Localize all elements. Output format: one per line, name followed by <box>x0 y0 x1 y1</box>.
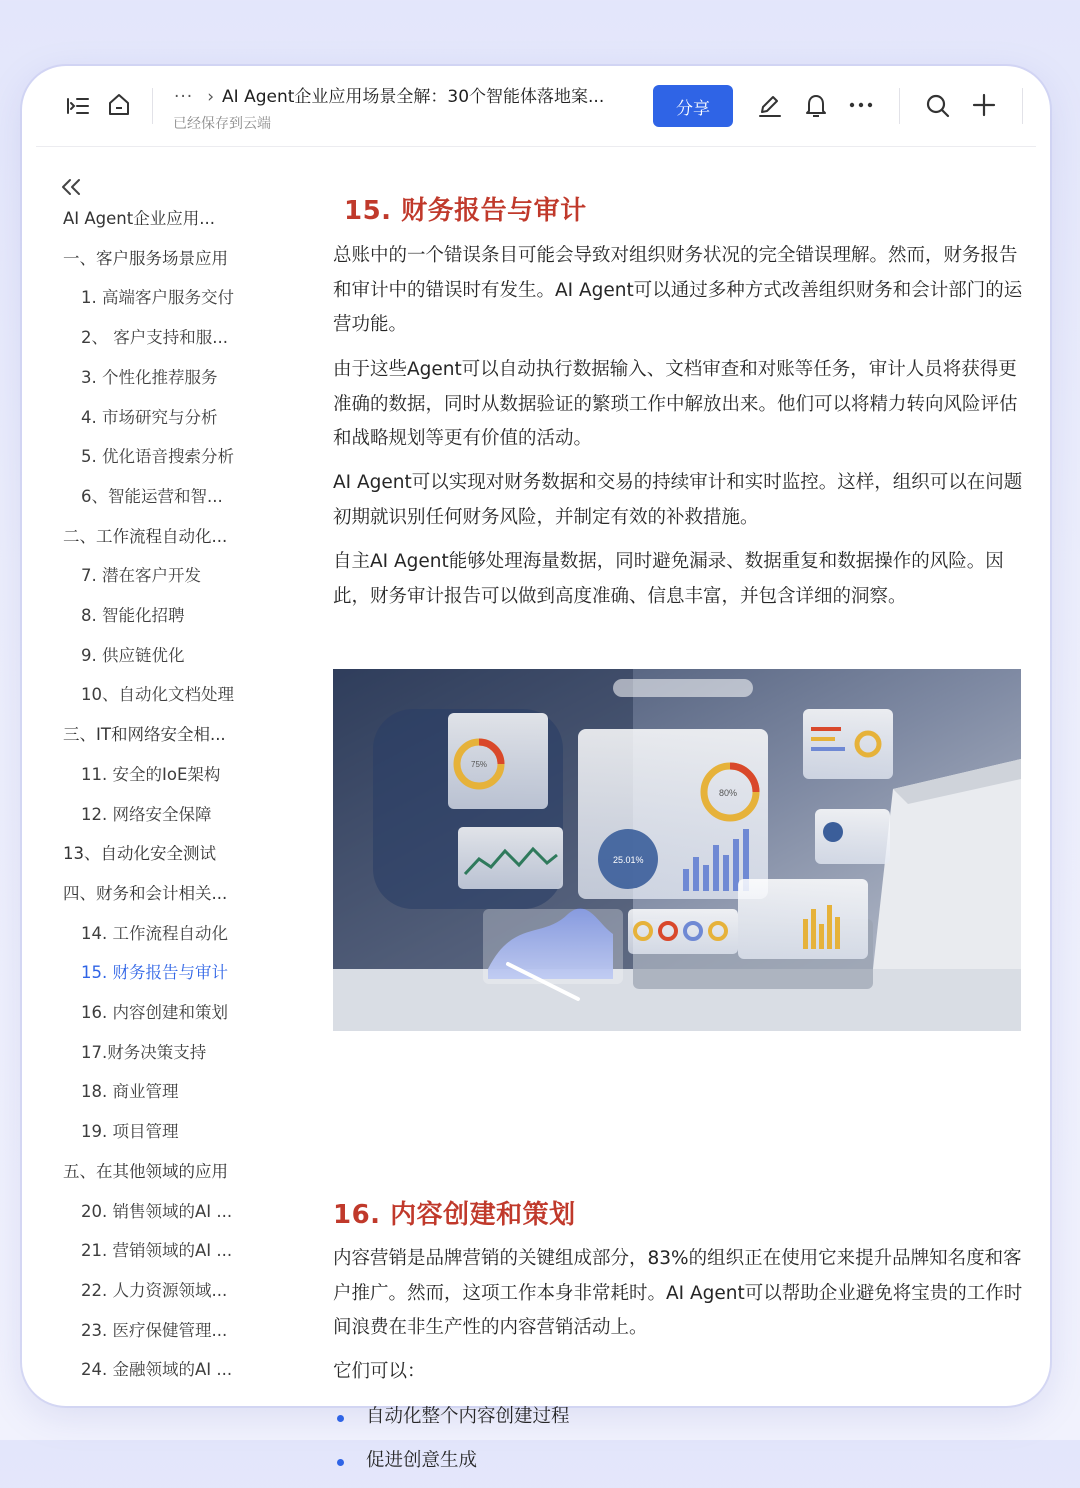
toc-item[interactable]: 2、 客户支持和服... <box>81 328 228 348</box>
paragraph: 由于这些Agent可以自动执行数据输入、文档审查和对账等任务，审计人员将获得更准确的数据，同时从数据验证的繁琐工作中解放出来。他们可以将精力转向风险评估和战略规划等更有价值的活动。 <box>333 359 1018 449</box>
toc-item[interactable]: 20. 销售领域的AI ... <box>81 1201 233 1221</box>
list-item: 自动化整个内容创建过程 <box>333 1400 1023 1444</box>
paragraph: 内容营销是品牌营销的关键组成部分，83%的组织正在使用它来提升品牌知名度和客户推广。然而，这项工作本身非常耗时。AI Agent可以帮助企业避免将宝贵的工作时间浪费在非生产性的内容营销活动上。 <box>333 1248 1023 1338</box>
bell-icon[interactable] <box>805 93 827 119</box>
bullet-list <box>333 1400 1023 1488</box>
breadcrumb[interactable] <box>174 82 644 107</box>
breadcrumb-more[interactable]: ··· <box>174 87 194 107</box>
toc-item[interactable]: 5. 优化语音搜索分析 <box>81 447 234 467</box>
search-icon[interactable] <box>926 94 950 118</box>
paragraph: 它们可以： <box>333 1361 426 1382</box>
section-heading-15: 15. 财务报告与审计 <box>344 196 587 226</box>
toc-item[interactable]: 11. 安全的IoE架构 <box>81 764 221 784</box>
dashboard-illustration <box>333 669 1021 1031</box>
toc-item[interactable]: AI Agent企业应用... <box>63 209 215 228</box>
toc-item[interactable]: 21. 营销领域的AI ... <box>81 1241 233 1261</box>
toc-item[interactable]: 13、自动化安全测试 <box>63 844 216 864</box>
sidebar-toggle-icon[interactable] <box>66 95 90 117</box>
toolbar-divider <box>152 88 153 124</box>
section-heading-16: 16. 内容创建和策划 <box>333 1200 576 1230</box>
document-window <box>22 66 1050 1471</box>
toc-item[interactable]: 19. 项目管理 <box>81 1122 179 1142</box>
doc-title[interactable]: AI Agent企业应用场景全解：30个智能体落地案... <box>222 87 605 107</box>
toc-item[interactable]: 10、自动化文档处理 <box>81 685 234 705</box>
paragraph: 总账中的一个错误条目可能会导致对组织财务状况的完全错误理解。然而，财务报告和审计中的错误时有发生。AI Agent可以通过多种方式改善组织财务和会计部门的运营功能。 <box>333 245 1023 335</box>
toc-item[interactable]: 五、在其他领域的应用 <box>63 1161 228 1181</box>
toc-item[interactable]: 8. 智能化招聘 <box>81 606 185 625</box>
toc-item[interactable]: 三、IT和网络安全相... <box>63 725 226 745</box>
home-icon[interactable] <box>108 93 130 117</box>
circle-label: 25.01% <box>613 855 644 865</box>
collapse-sidebar-icon[interactable] <box>60 178 82 200</box>
plus-icon[interactable] <box>973 94 995 116</box>
toc-item[interactable]: 四、财务和会计相关... <box>63 883 228 903</box>
share-button[interactable]: 分享 <box>653 85 733 127</box>
toc-item[interactable]: 16. 内容创建和策划 <box>81 1003 228 1022</box>
toc-item[interactable]: 14. 工作流程自动化 <box>81 923 228 943</box>
more-icon[interactable] <box>849 102 873 108</box>
donut-label: 75% <box>471 760 488 769</box>
toc-item[interactable]: 18. 商业管理 <box>81 1082 179 1102</box>
toc-item[interactable]: 22. 人力资源领域... <box>81 1280 228 1300</box>
top-toolbar <box>22 66 1050 146</box>
toc-item[interactable]: 1. 高端客户服务交付 <box>81 288 234 308</box>
toc-item[interactable]: 3. 个性化推荐服务 <box>81 367 218 387</box>
toc-item[interactable]: 7. 潜在客户开发 <box>81 566 201 586</box>
edit-pen-icon[interactable] <box>758 94 782 118</box>
illustration-graphic <box>333 669 1021 1031</box>
toc-item[interactable]: 4. 市场研究与分析 <box>81 407 218 427</box>
list-item: 促进创意生成 <box>333 1444 1023 1488</box>
toolbar-divider <box>1022 88 1023 124</box>
toolbar-divider <box>899 88 900 124</box>
toc-item[interactable]: 6、智能运营和智... <box>81 486 223 506</box>
toc-item[interactable]: 15. 财务报告与审计 <box>81 963 228 983</box>
paragraph: 自主AI Agent能够处理海量数据，同时避免漏录、数据重复和数据操作的风险。因此，财务审计报告可以做到高度准确、信息丰富，并包含详细的洞察。 <box>333 551 1004 607</box>
paragraph: AI Agent可以实现对财务数据和交易的持续审计和实时监控。这样，组织可以在问题初期就识别任何财务风险，并制定有效的补救措施。 <box>333 472 1023 528</box>
toolbar-bottom-border <box>36 146 1036 147</box>
chevron-right-icon: › <box>207 87 215 107</box>
donut-label: 80% <box>719 788 738 798</box>
toc-item[interactable]: 二、工作流程自动化... <box>63 526 228 546</box>
toc-item[interactable]: 23. 医疗保健管理... <box>81 1320 228 1340</box>
toc-item[interactable]: 17.财务决策支持 <box>81 1042 207 1062</box>
toc-item[interactable]: 24. 金融领域的AI ... <box>81 1360 233 1380</box>
toc-item[interactable]: 12. 网络安全保障 <box>81 804 212 824</box>
save-status: 已经保存到云端 <box>173 116 271 132</box>
toc-item[interactable]: 9. 供应链优化 <box>81 645 185 665</box>
toc-item[interactable]: 一、客户服务场景应用 <box>63 248 228 268</box>
